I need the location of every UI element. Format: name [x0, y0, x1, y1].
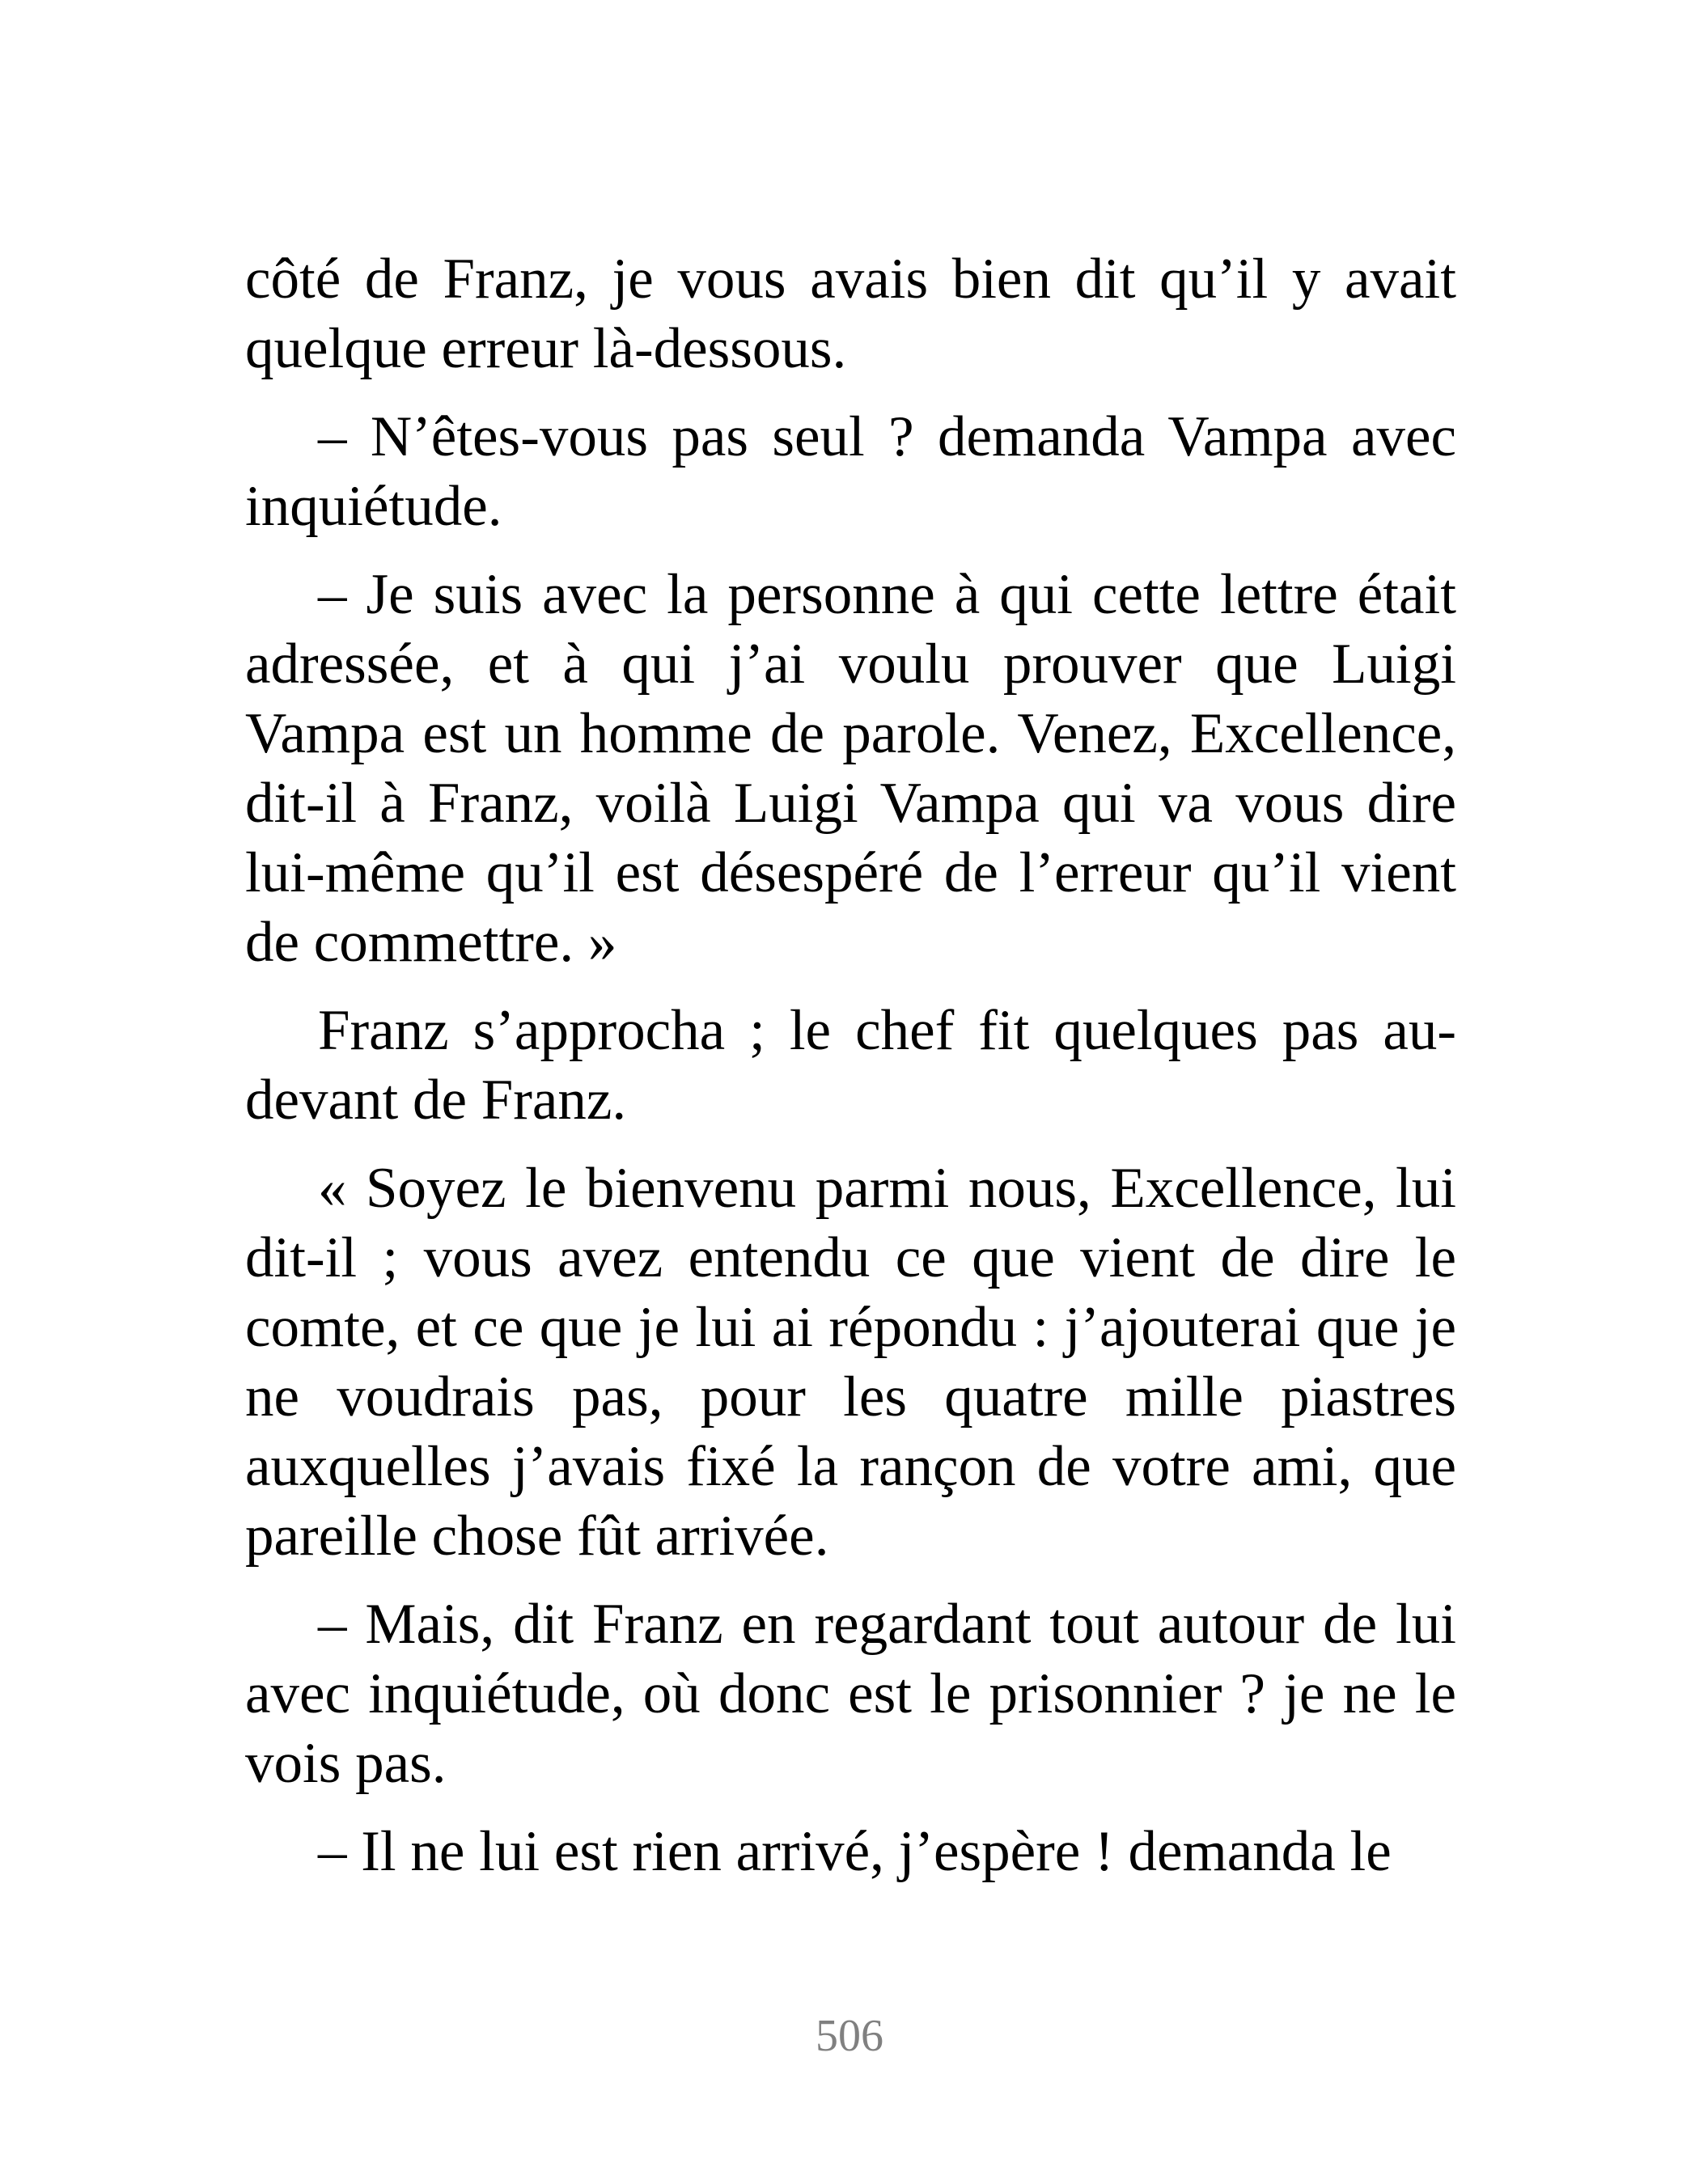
paragraph-franz-approaches: Franz s’approcha ; le chef fit quelques pas au-devant de Franz. [245, 999, 1456, 1132]
paragraph-vampa-question: – N’êtes-vous pas seul ? demanda Vampa avec inquiétude. [245, 405, 1456, 538]
paragraph-franz-asks: – Mais, dit Franz en regardant tout autour de lui avec inquiétude, où donc est le prisonnier ? je ne le vois pas. [245, 1593, 1456, 1795]
paragraph-vampa-welcome: « Soyez le bienvenu parmi nous, Excellence, lui dit-il ; vous avez entendu ce que vient de dire le comte, et ce que je lui ai répondu : j’ajouterai que je ne voudrais pas, pour les quatre mille piastres auxquelles j’avais fixé la rançon de votre ami, que pareille chose fût arrivée. [245, 1157, 1456, 1568]
paragraph-continuation: côté de Franz, je vous avais bien dit qu’il y avait quelque erreur là-dessous. [245, 248, 1456, 380]
page-body [245, 244, 1456, 1905]
paragraph-count-asks: – Il ne lui est rien arrivé, j’espère ! demanda le [318, 1820, 1392, 1883]
paragraph-count-reply: – Je suis avec la personne à qui cette lettre était adressée, et à qui j’ai voulu prouver que Luigi Vampa est un homme de parole. Venez, Excellence, dit-il à Franz, voilà Luigi Vampa qui va vous dire lui-même qu’il est désespéré de l’erreur qu’il vient de commettre. » [245, 563, 1456, 974]
page-number: 506 [816, 2011, 883, 2061]
